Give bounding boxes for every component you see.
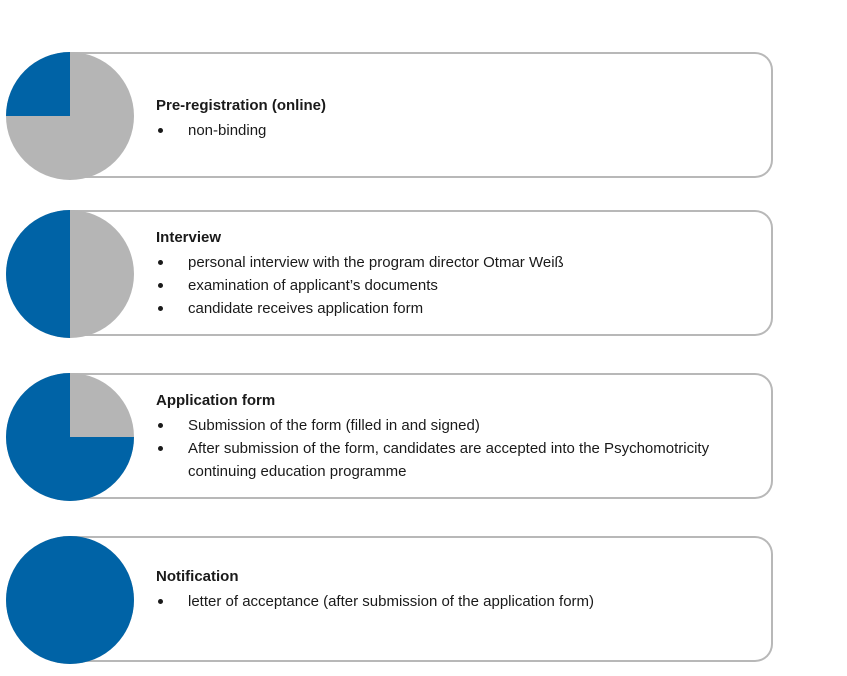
- step-bullets: [156, 119, 766, 142]
- step-bullets: [156, 414, 766, 483]
- step-notification: [0, 536, 790, 666]
- bullet-item: letter of acceptance (after submission of the application form): [156, 590, 766, 613]
- pie-filled: [6, 52, 70, 116]
- bullet-item: Submission of the form (filled in and signed): [156, 414, 766, 437]
- bullet-item: non-binding: [156, 119, 766, 142]
- step-interview: [0, 210, 790, 340]
- step-bullets: [156, 590, 766, 613]
- step-title: Application form: [156, 392, 276, 409]
- progress-pie-icon: [6, 536, 134, 664]
- step-application-form: [0, 373, 790, 503]
- pie-filled: [6, 210, 70, 338]
- progress-pie-icon: [6, 210, 134, 338]
- bullet-item: examination of applicant’s documents: [156, 274, 766, 297]
- step-title: Notification: [156, 568, 239, 585]
- progress-pie-icon: [6, 373, 134, 501]
- step-pre-registration: [0, 52, 790, 182]
- step-title: Interview: [156, 229, 222, 246]
- step-title: Pre-registration (online): [156, 97, 327, 114]
- pie-filled: [6, 536, 134, 664]
- bullet-item: After submission of the form, candidates are accepted into the Psychomotricity continuing education programme: [156, 437, 766, 483]
- step-bullets: [156, 251, 766, 320]
- bullet-item: personal interview with the program director Otmar Weiß: [156, 251, 766, 274]
- progress-pie-icon: [6, 52, 134, 180]
- bullet-item: candidate receives application form: [156, 297, 766, 320]
